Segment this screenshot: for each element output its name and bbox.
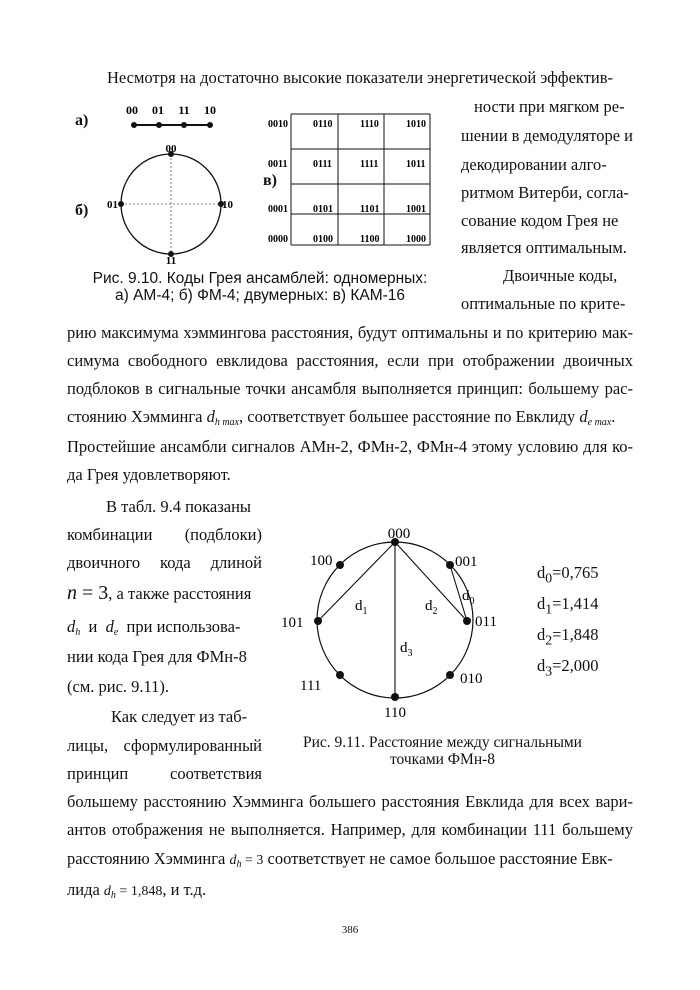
kam16-row-label: 0000 [268,234,288,245]
para1-right-line: ритмом Витерби, согла- [461,183,629,202]
am4-code: 00 [126,103,138,117]
para2-line4 [67,407,637,430]
formula-n-eq: = 3 [77,582,109,604]
fig911-fmn8-diagram [275,520,505,720]
fmn8-point-label: 100 [310,553,333,569]
fig910-kam16-diagram [265,110,435,250]
kam16-row-label: 0001 [268,204,288,215]
para2-line2: симума свободного евклидова расстояния, если при отображении двоичных [67,351,633,370]
fig911-caption-line1: Рис. 9.11. Расстояние между сигнальными [303,734,582,751]
formula-de-small: d [105,617,114,636]
fmn8-point-label: 110 [384,705,406,720]
formula-de-sub: e max [587,417,612,428]
kam16-row-label: 0010 [268,119,288,130]
para3-n-rest: , а также расстояния [108,584,252,603]
kam16-cell: 1010 [406,119,426,130]
para2-line4c: . [611,407,616,426]
para3-line: В табл. 9.4 показаны [106,497,252,516]
para3-dh-mid: и [80,617,106,636]
fmn8-point-label: 001 [455,554,478,570]
fmn8-point-label: 111 [300,678,322,694]
formula-dh-small: d [67,617,76,636]
para2-line1: рию максимума хэммингова расстояния, будут оптимальны и по критерию мак- [67,323,633,342]
formula-n: n [67,582,77,604]
formula-de: d [579,407,588,426]
kam16-cell: 1000 [406,234,426,245]
fig910-fm4-diagram [105,140,240,265]
para1-right-line: ности при мягком ре- [474,97,625,116]
para1-right-line: сование кодом Грея не [461,211,619,230]
am4-point [131,122,137,128]
para4-full3a: расстоянию Хэмминга [67,849,226,868]
para4-full2: антов отображения не выполняется. Например, для комбинации 111 большему [67,820,633,839]
formula-dh1848: d [103,884,111,899]
kam16-row-label: 0011 [268,159,288,170]
fmn8-point [391,693,399,701]
page-number: 386 [341,924,359,936]
kam16-cell: 0111 [313,159,332,170]
para3-dh-rest: при использова- [118,617,241,636]
fig911-value: $d_0=0,765$ [537,563,599,586]
para4-full1: большему расстоянию Хэмминга большего расстояния Евклида для всех вари- [67,792,633,811]
para4-full4b: , и т.д. [162,880,207,899]
fm4-code-bottom: 11 [165,255,177,265]
fig911-value: $d_1=1,414$ [537,594,599,617]
fig911-value: $d_2=1,848$ [537,625,599,648]
formula-dh: d [206,407,215,426]
formula-dh3-eq: = 3 [241,853,264,868]
para4-full4 [67,880,206,903]
fig910-caption-line2: а) АМ-4; б) ФМ-4; двумерных: в) КАМ-16 [114,287,406,304]
para4-line: лицы, сформулированный [67,736,262,755]
formula-de-small-sub: e [113,627,119,638]
para3-line6: нии кода Грея для ФМн-8 [67,647,247,666]
fmn8-point-label: 010 [460,671,483,687]
para2-line6: да Грея удовлетворяют. [67,465,231,484]
am4-point [181,122,187,128]
fig910-am4-diagram [120,100,230,135]
para4-line: принцип соответствия [67,764,262,783]
formula-dh-small-sub: h [75,627,81,638]
kam16-cell: 1110 [360,119,379,130]
fig911-value: $d_3=2,000$ [537,656,599,679]
para2-line3: подблоков в сигнальные точки ансамбля выполняется принцип: большему рас- [67,379,633,398]
formula-dh-sub: h max [214,417,239,428]
fmn8-point-label: 101 [281,615,304,631]
formula-dh3-sub: h [236,859,242,870]
para1-line1: Несмотря на достаточно высокие показатели энергетической эффектив- [107,68,614,87]
d0-sub: 0 [469,596,475,607]
am4-code: 01 [152,103,164,117]
fmn8-point [314,617,322,625]
para2-line5: Простейшие ансамбли сигналов АМн-2, ФМн-2, ФМн-4 этому условию для ко- [67,437,633,456]
para3-line: двоичного кода длиной [67,553,262,572]
fmn8-point [446,671,454,679]
fmn8-point [336,561,344,569]
fig911-caption-line2: точками ФМн-8 [389,751,496,768]
para3-line7: (см. рис. 9.11). [67,677,170,696]
am4-point [156,122,162,128]
kam16-cell: 0110 [313,119,333,130]
kam16-cell: 0100 [313,234,333,245]
para2-line4a: стоянию Хэмминга [67,407,203,426]
kam16-cell: 0101 [313,204,333,215]
fig910-caption-line1: Рис. 9.10. Коды Грея ансамблей: одномерных: [92,270,428,287]
fmn8-point [336,671,344,679]
fig910-label-v: в) [263,172,277,189]
para1-right-line: декодировании алго- [461,155,607,174]
fm4-point [118,201,124,207]
kam16-cell: 1101 [360,204,380,215]
para3-dh-line [67,617,240,640]
fmn8-point [446,561,454,569]
d0-label: $d_0$ [462,588,475,607]
para4-line: Как следует из таб- [111,707,248,726]
fm4-code-left: 01 [107,199,118,211]
d2-label: $d_2$ [425,598,438,617]
para4-full4a: лида [67,880,100,899]
formula-dh1848-eq: = 1,848 [115,884,163,899]
fig910-label-b: б) [75,202,89,219]
am4-code: 10 [204,103,216,117]
fig910-label-a: а) [75,112,89,129]
formula-dh1848-sub: h [110,890,116,901]
d2-sub: 2 [432,606,438,617]
kam16-cell: 1111 [360,159,379,170]
para4-full3b: соответствует не самое большое расстояние Евк- [267,849,613,868]
d3-label: $d_3$ [400,640,413,659]
fm4-code-top: 00 [165,143,177,155]
para3-n-line [67,583,251,604]
para4-full3 [67,849,637,872]
fmn8-point-label: 011 [475,614,497,630]
formula-dh3: d [229,853,237,868]
d1-label: $d_1$ [355,598,368,617]
am4-code: 11 [178,103,190,117]
para3-line: комбинации (подблоки) [67,525,262,544]
fm4-code-right: 10 [222,199,233,211]
para2-right-line: оптимальные по крите- [461,294,626,313]
para1-right-line: шении в демодуляторе и [461,126,634,145]
kam16-cell: 1001 [406,204,426,215]
fmn8-point [463,617,471,625]
fmn8-point-label: 000 [387,526,411,542]
kam16-cell: 1011 [406,159,426,170]
para2-line4b: , соответствует большее расстояние по Евклиду [239,407,576,426]
para1-right-line: является оптимальным. [461,238,627,257]
am4-point [207,122,213,128]
d3-sub: 3 [407,648,413,659]
kam16-cell: 1100 [360,234,380,245]
para2-right-line: Двоичные коды, [503,266,618,285]
d1-sub: 1 [362,606,368,617]
